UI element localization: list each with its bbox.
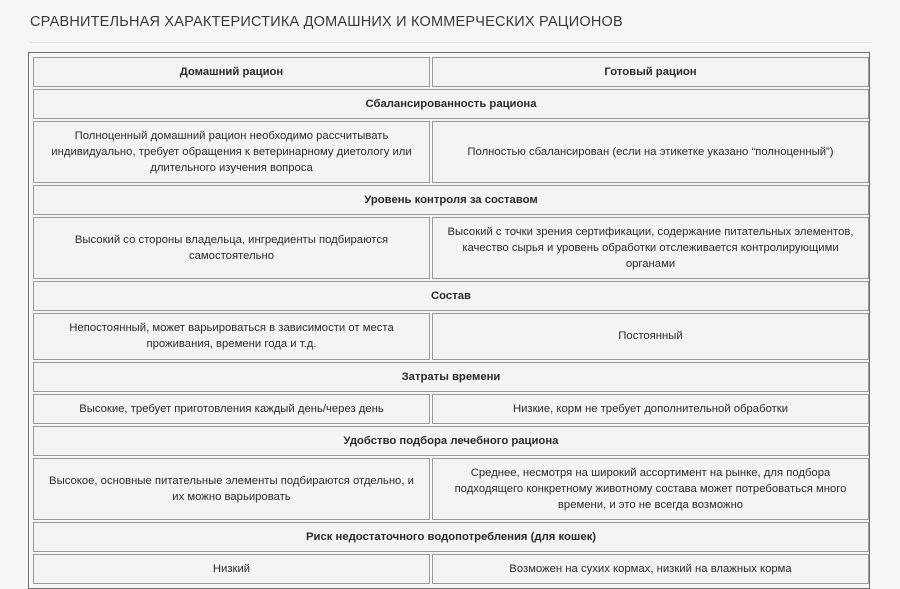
section-title-time-cost: Затраты времени xyxy=(33,362,869,392)
cell-home-time-cost: Высокие, требует приготовления каждый день/через день xyxy=(33,394,430,424)
section-title-row xyxy=(33,522,869,552)
cell-home-control-level: Высокий со стороны владельца, ингредиенты подбираются самостоятельно xyxy=(33,217,430,279)
comparison-table-body xyxy=(33,57,869,584)
table-row xyxy=(33,394,869,424)
cell-commercial-therapeutic-diet: Среднее, несмотря на широкий ассортимент на рынке, для подбора подходящего конкретному животному состава может потребоваться много времени, и это не всегда возможно xyxy=(432,458,869,520)
column-header-home-diet: Домашний рацион xyxy=(33,57,430,87)
cell-commercial-control-level: Высокий с точки зрения сертификации, содержание питательных элементов, качество сырья и уровень обработки отслеживается контролирующими органами xyxy=(432,217,869,279)
cell-home-water-intake-risk: Низкий xyxy=(33,554,430,584)
title-section xyxy=(0,0,900,43)
cell-commercial-time-cost: Низкие, корм не требует дополнительной обработки xyxy=(432,394,869,424)
section-title-row xyxy=(33,89,869,119)
cell-commercial-water-intake-risk: Возможен на сухих кормах, низкий на влажных корма xyxy=(432,554,869,584)
table-row xyxy=(33,554,869,584)
section-title-therapeutic-diet: Удобство подбора лечебного рациона xyxy=(33,426,869,456)
table-row xyxy=(33,217,869,279)
comparison-table xyxy=(31,55,871,586)
section-title-water-intake-risk: Риск недостаточного водопотребления (для кошек) xyxy=(33,522,869,552)
section-title-row xyxy=(33,362,869,392)
cell-commercial-balance: Полностью сбалансирован (если на этикетке указано “полноценный”) xyxy=(432,121,869,183)
section-title-control-level: Уровень контроля за составом xyxy=(33,185,869,215)
section-title-row xyxy=(33,281,869,311)
cell-home-composition: Непостоянный, может варьироваться в зависимости от места проживания, времени года и т.д. xyxy=(33,313,430,359)
table-row xyxy=(33,458,869,520)
section-title-row xyxy=(33,426,869,456)
table-row xyxy=(33,121,869,183)
table-row xyxy=(33,313,869,359)
comparison-table-container xyxy=(28,52,870,589)
section-title-balance: Сбалансированность рациона xyxy=(33,89,869,119)
cell-home-therapeutic-diet: Высокое, основные питательные элементы подбираются отдельно, и их можно варьировать xyxy=(33,458,430,520)
page-title: СРАВНИТЕЛЬНАЯ ХАРАКТЕРИСТИКА ДОМАШНИХ И КОММЕРЧЕСКИХ РАЦИОНОВ xyxy=(30,14,623,30)
table-header-row xyxy=(33,57,869,87)
cell-commercial-composition: Постоянный xyxy=(432,313,869,359)
title-divider xyxy=(30,42,872,43)
section-title-row xyxy=(33,185,869,215)
cell-home-balance: Полноценный домашний рацион необходимо рассчитывать индивидуально, требует обращения к ветеринарному диетологу или длительного изучения вопроса xyxy=(33,121,430,183)
section-title-composition: Состав xyxy=(33,281,869,311)
column-header-commercial-diet: Готовый рацион xyxy=(432,57,869,87)
